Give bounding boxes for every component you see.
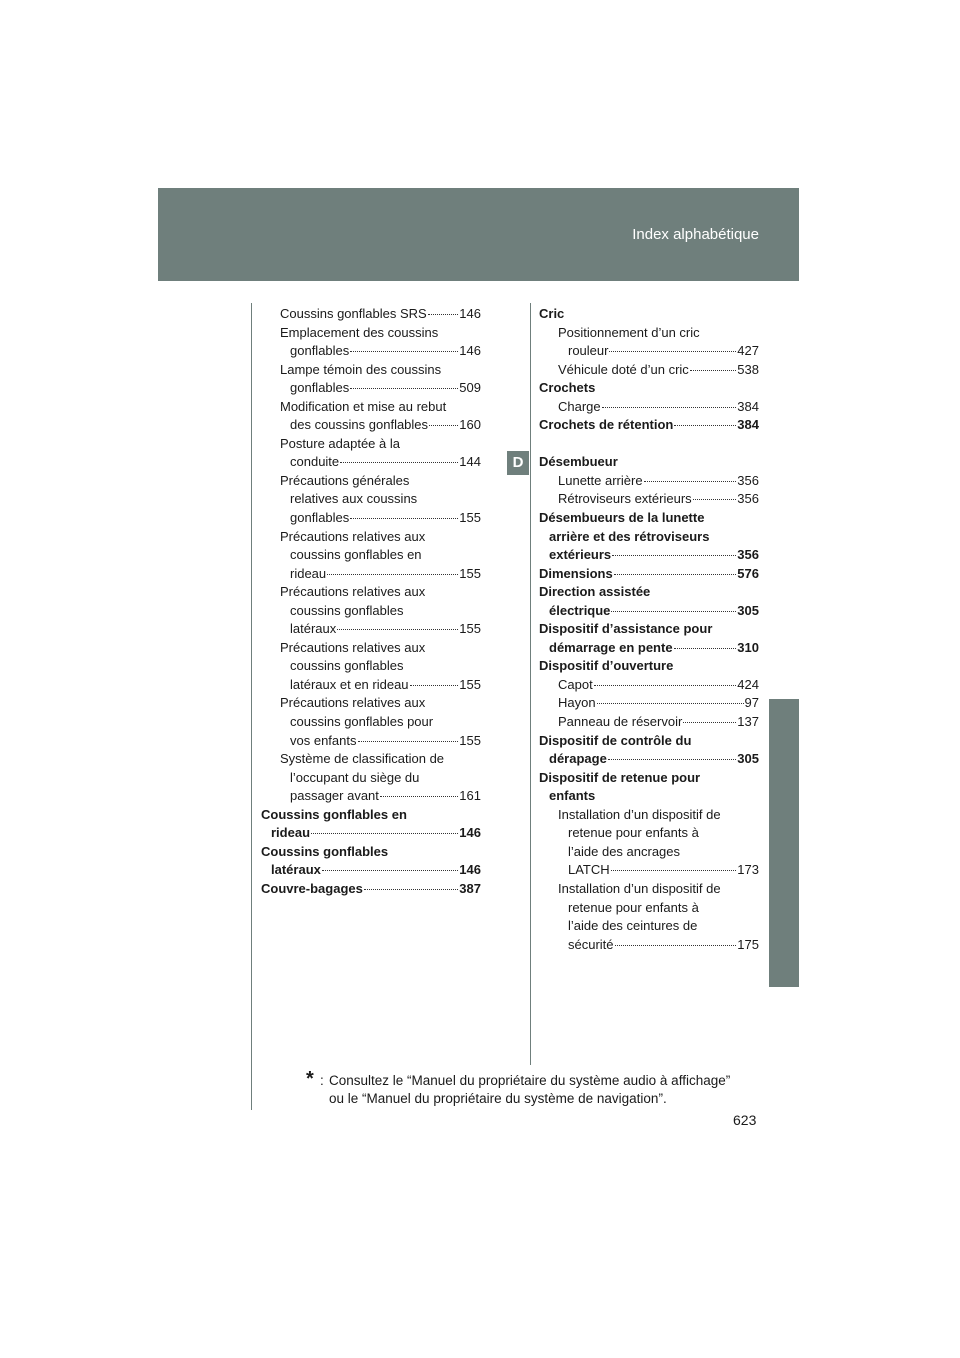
dot-leader [614,574,737,575]
entry-text: l’aide des ceintures de [568,918,698,934]
page-reference: 356 [737,491,759,507]
dot-leader [429,425,458,426]
side-thumb-tab [769,699,799,987]
entry-text: Emplacement des coussins [280,324,439,340]
page-reference: 427 [737,343,759,359]
entry-text: Installation d’un dispositif de [558,806,721,822]
entry-line [558,472,759,491]
dot-leader [364,889,458,890]
entry-text: dérapage [549,751,607,767]
index-column-left [261,305,481,899]
dot-leader [615,945,737,946]
page-reference: 538 [737,361,759,377]
entry-text: Lampe témoin des coussins [280,361,442,377]
dot-leader [311,833,458,834]
index-entry [539,620,759,657]
entry-text: extérieurs [549,547,612,563]
entry-text: Dispositif d’ouverture [539,658,674,674]
entry-text: l’occupant du siège du [290,769,420,785]
index-subentry [539,472,759,491]
page-reference: 509 [459,380,481,396]
index-subentry [261,750,481,806]
index-entry [539,453,759,472]
page-reference: 310 [737,639,759,655]
entry-line [558,713,759,732]
page-reference: 155 [459,510,481,526]
page-reference: 146 [459,825,481,841]
entry-text: Coussins gonflables SRS [280,306,427,321]
entry-line [280,305,481,324]
entry-text: conduite [290,454,340,470]
index-entry [539,416,759,435]
dot-leader [693,499,737,500]
page-reference: 173 [737,862,759,878]
section-title: Index alphabétique [632,226,759,243]
page-reference: 356 [737,547,759,563]
entry-line [558,490,759,509]
dot-leader [410,685,459,686]
page-reference: 387 [459,880,481,896]
dot-leader [683,722,736,723]
entry-line [280,787,481,806]
index-entry [261,880,481,899]
entry-text: des coussins gonflables [290,417,429,433]
entry-text: Précautions relatives aux [280,639,426,655]
page-reference: 356 [737,472,759,488]
entry-line [558,694,759,713]
page-reference: 161 [459,788,481,804]
entry-line [539,602,759,621]
footnote-line: ou le “Manuel du propriétaire du système de navigation”. [329,1091,667,1106]
entry-text: Posture adaptée à la [280,435,400,451]
dot-leader [609,351,736,352]
entry-text: coussins gonflables pour [290,714,434,730]
entry-text: Dispositif d’assistance pour [539,621,713,637]
index-subentry [539,713,759,732]
entry-text: latéraux [290,621,337,637]
page-reference: 305 [737,602,759,618]
page-reference: 384 [737,398,759,414]
entry-text: Coussins gonflables [261,843,389,859]
dot-leader [350,518,458,519]
entry-text: rouleur [568,343,609,359]
entry-text: Rétroviseurs extérieurs [558,491,692,507]
index-entry [539,583,759,620]
dot-leader [611,611,736,612]
dot-leader [602,407,737,408]
dot-leader [608,759,736,760]
entry-text: gonflables [290,380,350,396]
index-entry [539,379,759,398]
index-entry [539,565,759,584]
index-subentry [539,398,759,417]
entry-text: Précautions générales [280,472,410,488]
dot-leader [644,481,737,482]
dot-leader [350,351,458,352]
index-subentry [539,694,759,713]
index-subentry [539,880,759,954]
entry-text: Dispositif de retenue pour [539,769,701,785]
entry-text: Lunette arrière [558,472,643,488]
entry-text: Installation d’un dispositif de [558,880,721,896]
entry-text: retenue pour enfants à [568,825,699,841]
index-entry [539,509,759,565]
entry-line [558,861,759,880]
page-reference: 146 [459,862,481,878]
page-reference: 305 [737,751,759,767]
footnote [306,1068,776,1108]
entry-text: Système de classification de [280,751,445,767]
entry-text: sécurité [568,936,614,952]
entry-text: Hayon [558,695,596,711]
entry-text: Véhicule doté d’un cric [558,361,689,377]
entry-text: gonflables [290,343,350,359]
entry-text: Positionnement d’un cric [558,324,700,340]
page-reference: 137 [737,714,759,730]
entry-line [280,416,481,435]
footnote-line: Consultez le “Manuel du propriétaire du système audio à affichage” [329,1073,731,1088]
entry-line [539,546,759,565]
entry-text: rideau [271,825,311,841]
page-reference: 155 [459,621,481,637]
index-subentry [261,583,481,639]
index-subentry [261,361,481,398]
index-subentry [539,676,759,695]
index-subentry [261,639,481,695]
index-entry [539,732,759,769]
entry-text: Dispositif de contrôle du [539,732,692,748]
page-reference: 384 [737,417,759,433]
dot-leader [340,462,458,463]
dot-leader [674,648,737,649]
entry-text: Précautions relatives aux [280,584,426,600]
entry-line [261,861,481,880]
column-divider [530,303,531,1065]
entry-text: retenue pour enfants à [568,899,699,915]
entry-text: Crochets [539,380,596,396]
footnote-asterisk: * [306,1068,314,1090]
entry-line [280,509,481,528]
entry-line [539,416,759,435]
index-subentry [261,398,481,435]
entry-text: coussins gonflables [290,602,404,618]
dot-leader [428,314,459,315]
entry-text: coussins gonflables en [290,547,422,563]
index-subentry [539,361,759,380]
entry-line [261,824,481,843]
entry-line [558,398,759,417]
dot-leader [690,370,736,371]
page-reference: 97 [744,695,759,711]
entry-gap [539,435,759,454]
index-subentry [539,324,759,361]
entry-text: Coussins gonflables en [261,806,407,822]
entry-text: arrière et des rétroviseurs [549,528,710,544]
page-reference: 160 [459,417,481,433]
entry-text: l’aide des ancrages [568,843,681,859]
entry-text: latéraux [271,862,321,878]
dot-leader [350,388,458,389]
dot-leader [674,425,736,426]
entry-line [280,453,481,472]
index-subentry [261,472,481,528]
entry-text: Charge [558,398,601,414]
entry-line [261,880,481,899]
entry-line [539,565,759,584]
index-subentry [261,324,481,361]
entry-text: enfants [549,788,596,804]
entry-line [280,342,481,361]
entry-text: Panneau de réservoir [558,714,683,730]
dot-leader [322,870,458,871]
page-reference: 146 [459,343,481,359]
page-reference: 144 [459,454,481,470]
entry-text: rideau [290,565,327,581]
entry-text: Cric [539,306,565,321]
footnote-colon: : [320,1073,324,1088]
entry-line [539,750,759,769]
entry-line [539,639,759,658]
entry-line [280,565,481,584]
page-reference: 175 [737,936,759,952]
letter-tab: D [507,451,529,475]
dot-leader [612,555,736,556]
entry-text: coussins gonflables [290,658,404,674]
entry-text: Modification et mise au rebut [280,398,447,414]
index-entry [261,806,481,843]
entry-text: Désembueurs de la lunette [539,510,705,526]
entry-text: LATCH [568,862,610,878]
index-subentry [261,435,481,472]
entry-text: latéraux et en rideau [290,676,409,692]
entry-text: vos enfants [290,732,357,748]
page-reference: 155 [459,676,481,692]
dot-leader [337,629,458,630]
header-band [158,188,799,281]
entry-line [558,342,759,361]
index-subentry [261,694,481,750]
entry-line [280,620,481,639]
entry-text: démarrage en pente [549,639,673,655]
page-reference: 155 [459,565,481,581]
entry-line [558,676,759,695]
index-entry [539,305,759,324]
entry-text: Couvre-bagages [261,880,363,896]
page-reference: 155 [459,732,481,748]
entry-line [280,379,481,398]
entry-text: relatives aux coussins [290,491,418,507]
page-reference: 146 [459,306,481,321]
index-entry [539,657,759,676]
dot-leader [594,685,737,686]
entry-text: passager avant [290,788,379,804]
entry-text: gonflables [290,510,350,526]
dot-leader [597,703,744,704]
index-entry [261,843,481,880]
dot-leader [611,870,737,871]
entry-line [280,732,481,751]
dot-leader [327,574,458,575]
entry-text: Dimensions [539,565,613,581]
entry-text: Désembueur [539,454,618,470]
index-subentry [261,528,481,584]
page-reference: 576 [737,565,759,581]
entry-text: Précautions relatives aux [280,528,426,544]
index-subentry [539,490,759,509]
dot-leader [380,796,458,797]
index-column-right [539,305,759,954]
left-rule [251,303,252,1110]
page-reference: 424 [737,676,759,692]
entry-text: Précautions relatives aux [280,695,426,711]
entry-text: Direction assistée [539,584,651,600]
entry-text: Capot [558,676,593,692]
entry-line [558,361,759,380]
index-entry [539,769,759,806]
entry-line [280,676,481,695]
entry-text: électrique [549,602,611,618]
entry-text: Crochets de rétention [539,417,674,433]
index-subentry [539,806,759,880]
entry-line [558,936,759,955]
page-number: 623 [733,1112,757,1128]
index-subentry [261,305,481,324]
dot-leader [358,741,459,742]
